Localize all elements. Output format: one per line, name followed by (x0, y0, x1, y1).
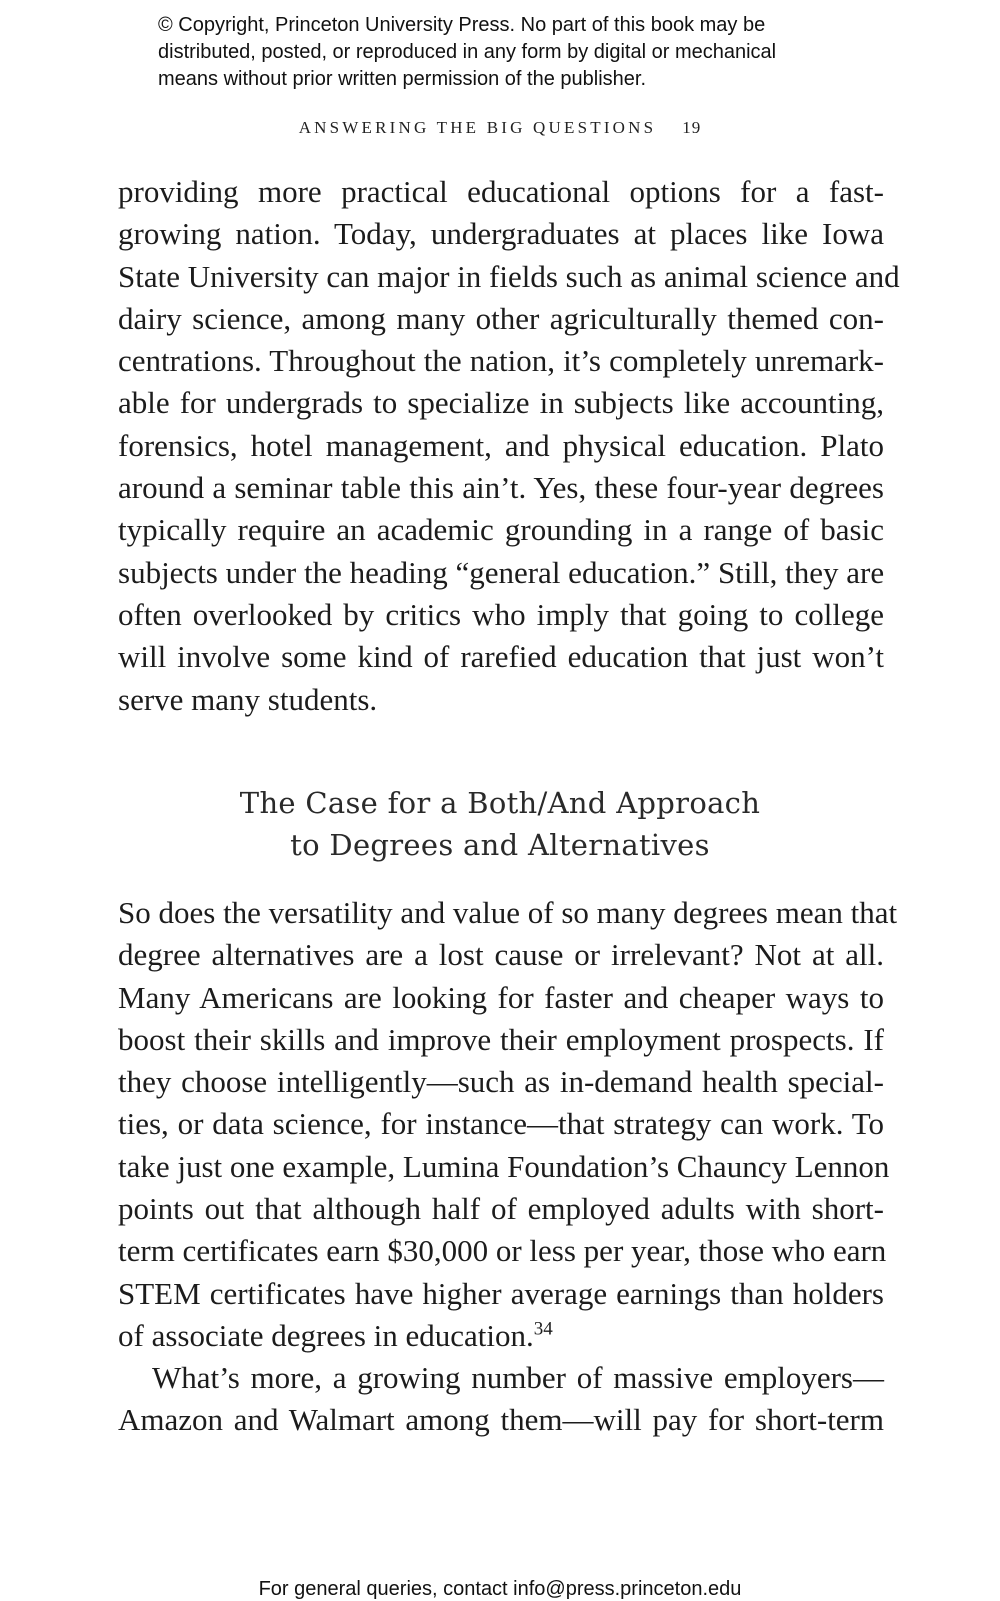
text-line: So does the versatility and value of so many degrees mean that (118, 895, 898, 930)
text-line: subjects under the heading “general education.” Still, they are (118, 554, 885, 590)
chapter-title: ANSWERING THE BIG QUESTIONS (298, 118, 657, 137)
text-line: points out that although half of employed adults with short- (118, 1191, 884, 1227)
paragraph (118, 171, 900, 721)
section-heading-line: to Degrees and Alternatives (290, 828, 710, 862)
text-line: around a seminar table this ain’t. Yes, these four-year degrees (118, 470, 884, 506)
footnote-reference[interactable]: 34 (533, 1318, 553, 1340)
copyright-line: © Copyright, Princeton University Press. No part of this book may be (158, 14, 766, 36)
text-line: term certificates earn $30,000 or less per year, those who earn (118, 1233, 887, 1269)
text-line: STEM certificates have higher average earnings than holders (118, 1275, 884, 1311)
text-fragment: of associate degrees in education. (118, 1317, 534, 1353)
section-heading (0, 782, 1000, 866)
section-heading-line: The Case for a Both/And Approach (239, 786, 761, 820)
text-line: ties, or data science, for instance—that strategy can work. To (118, 1106, 884, 1142)
text-line: typically require an academic grounding in a range of basic (118, 512, 884, 548)
text-line: centrations. Throughout the nation, it’s completely unremark- (118, 343, 884, 379)
text-line: What’s more, a growing number of massive employers— (152, 1360, 884, 1395)
paragraph (118, 1357, 884, 1442)
footer-contact: For general queries, contact info@press.princeton.edu (258, 1578, 742, 1600)
page-number: 19 (682, 118, 702, 137)
text-line: degree alternatives are a lost cause or irrelevant? Not at all. (118, 937, 884, 973)
text-line: take just one example, Lumina Foundation’s Chauncy Lennon (118, 1148, 890, 1184)
text-line: Many Americans are looking for faster and cheaper ways to (118, 979, 884, 1015)
text-line: often overlooked by critics who imply that going to college (118, 596, 884, 632)
text-line: will involve some kind of rarefied education that just won’t (118, 639, 884, 675)
text-line: serve many students. (118, 681, 378, 717)
text-line: able for undergrads to specialize in subjects like accounting, (118, 385, 884, 421)
paragraph (118, 892, 898, 1357)
text-line: Amazon and Walmart among them—will pay for short-term (118, 1402, 884, 1438)
text-line (118, 1315, 884, 1357)
text-line: dairy science, among many other agriculturally themed con- (118, 300, 884, 336)
copyright-notice (158, 12, 918, 93)
text-line: forensics, hotel management, and physical education. Plato (118, 427, 884, 463)
text-line: growing nation. Today, undergraduates at places like Iowa (118, 216, 884, 252)
text-line: providing more practical educational options for a fast- (118, 174, 884, 209)
text-line: State University can major in fields such as animal science and (118, 258, 900, 294)
copyright-line: distributed, posted, or reproduced in any form by digital or mechanical (158, 41, 777, 63)
text-line: boost their skills and improve their employment prospects. If (118, 1021, 884, 1057)
text-line: they choose intelligently—such as in-demand health special- (118, 1064, 884, 1100)
copyright-line: means without prior written permission of the publisher. (158, 68, 647, 90)
running-head (0, 118, 1000, 138)
